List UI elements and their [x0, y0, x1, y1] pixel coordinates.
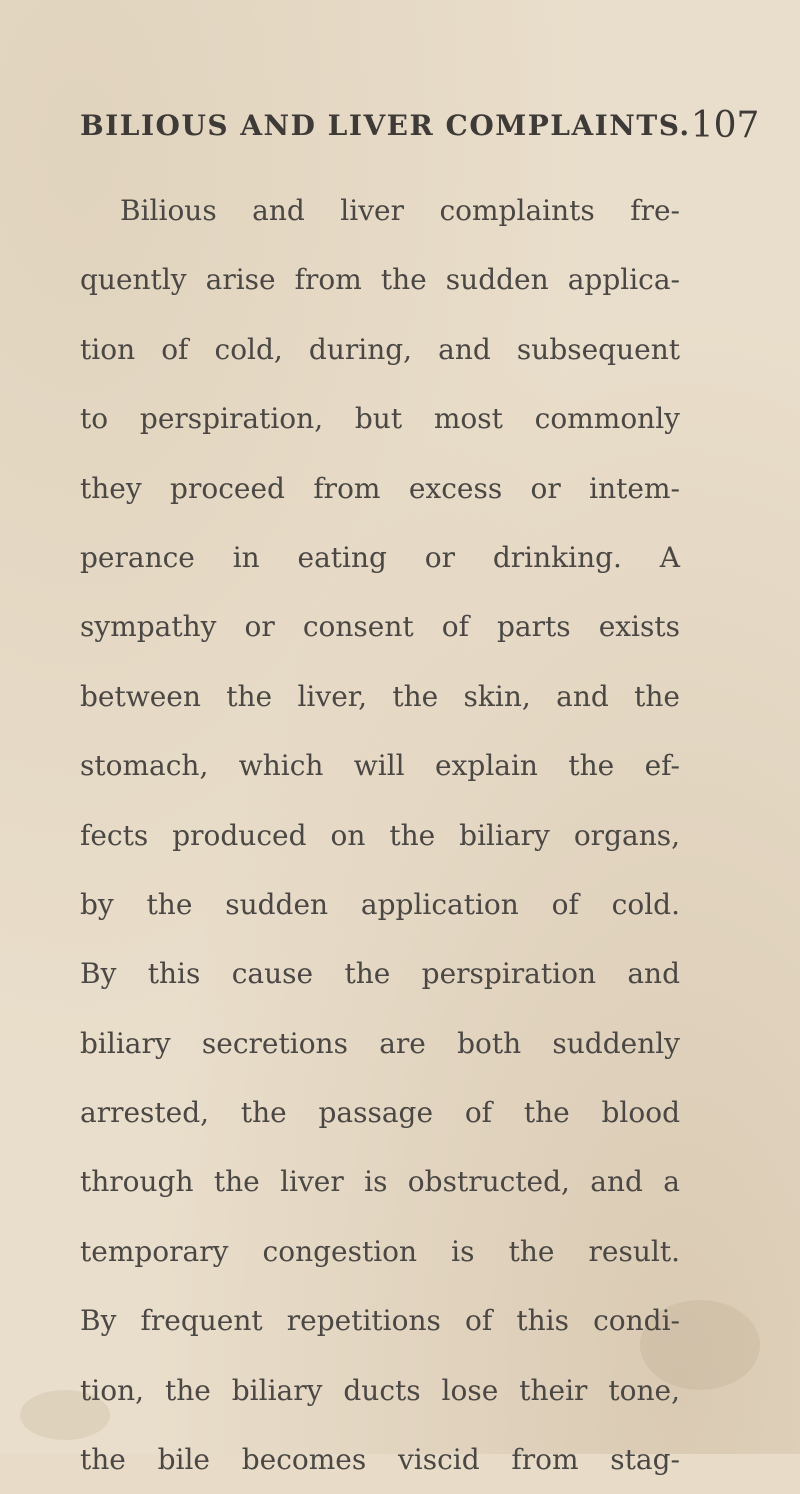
text-line: to perspiration, but most commonly	[80, 402, 680, 436]
text-line: perance in eating or drinking. A	[80, 540, 680, 574]
text-line: between the liver, the skin, and the	[80, 679, 680, 713]
text-line: biliary secretions are both suddenly	[80, 1026, 680, 1060]
body-paragraph	[80, 176, 680, 1494]
text-line: tion, the biliary ducts lose their tone,	[80, 1373, 680, 1407]
text-line: the bile becomes viscid from stag-	[80, 1443, 680, 1477]
text-line: fects produced on the biliary organs,	[80, 818, 680, 852]
text-line: temporary congestion is the result.	[80, 1234, 680, 1268]
text-line: Bilious and liver complaints fre-	[120, 194, 680, 227]
text-line: By frequent repetitions of this condi-	[80, 1304, 680, 1338]
page-number: 107	[690, 104, 760, 146]
text-line: tion of cold, during, and subsequent	[80, 332, 680, 366]
text-line: quently arise from the sudden applica-	[80, 263, 680, 297]
running-head	[80, 100, 760, 150]
text-line: stomach, which will explain the ef-	[80, 749, 680, 783]
text-line: they proceed from excess or intem-	[80, 471, 680, 505]
text-line: through the liver is obstructed, and a	[80, 1165, 680, 1199]
text-line: arrested, the passage of the blood	[80, 1096, 680, 1130]
text-line: sympathy or consent of parts exists	[80, 610, 680, 644]
text-line: by the sudden application of cold.	[80, 887, 680, 921]
text-line: By this cause the perspiration and	[80, 957, 680, 991]
running-title: BILIOUS AND LIVER COMPLAINTS.	[80, 108, 691, 142]
